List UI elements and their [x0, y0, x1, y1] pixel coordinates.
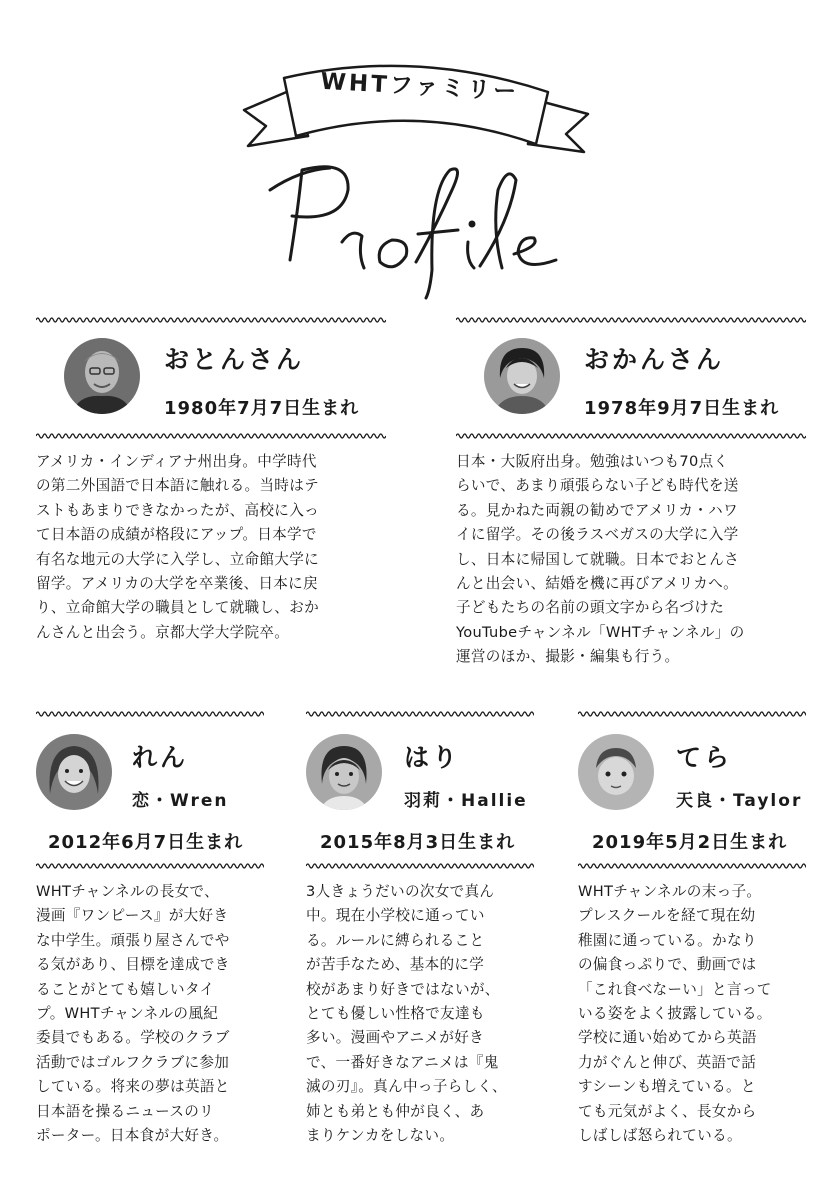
- subname-hallie: 羽莉・Hallie: [404, 791, 528, 811]
- wavy-divider: [306, 862, 534, 870]
- bio-taylor: WHTチャンネルの末っ子。 プレスクールを経て現在幼 稚園に通っている。かなり の偏食っぷりで、動画では 「これ食べなーい」と言って いる姿をよく披露している。 学校に通い始めてから英語 力がぐんと伸び、英語で話 すシーンも増えている。と ても元気がよく、長女から しばしば怒られている。: [578, 883, 772, 1145]
- wavy-divider: [456, 432, 806, 440]
- bio-wren: WHTチャンネルの長女で、 漫画『ワンピース』が大好き な中学生。頑張り屋さんでや る気があり、目標を達成でき ることがとても嬉しいタイ プ。WHTチャンネルの風紀 委員でもある。学校のクラブ 活動ではゴルフクラブに参加 している。将来の夢は英語と 日本語を操るニュースのリ ポーター。日本食が大好き。: [36, 883, 230, 1145]
- birthdate-wren: 2012年6月7日生まれ: [48, 832, 244, 853]
- avatar-okan: [484, 338, 560, 414]
- avatar-hallie: [306, 734, 382, 810]
- subname-wren: 恋・Wren: [132, 791, 229, 811]
- wavy-divider: [36, 710, 264, 718]
- birthdate-hallie: 2015年8月3日生まれ: [320, 832, 516, 853]
- bio-okan: 日本・大阪府出身。勉強はいつも70点く らいで、あまり頑張らない子ども時代を送 る。見かねた両親の勧めでアメリカ・ハワ イに留学。その後ラスベガスの大学に入学 し、日本に帰国して就職。日本でおとんさ んと出会い、結婚を機に再びアメリカへ。 子どもたちの名前の頭文字から名づけた YouTubeチャンネル「WHTチャンネル」の 運営のほか、撮影・編集も行う。: [456, 453, 745, 666]
- avatar-taylor: [578, 734, 654, 810]
- wavy-divider: [36, 432, 386, 440]
- name-wren: れん: [132, 743, 189, 772]
- wavy-divider: [456, 316, 806, 324]
- name-hallie: はり: [404, 743, 461, 772]
- subname-taylor: 天良・Taylor: [676, 791, 803, 811]
- avatar-oton: [64, 338, 140, 414]
- wavy-divider: [36, 862, 264, 870]
- name-okan: おかんさん: [584, 345, 725, 374]
- bio-oton: アメリカ・インディアナ州出身。中学時代 の第二外国語で日本語に触れる。当時はテ ストもあまりできなかったが、高校に入っ て日本語の成績が格段にアップ。日本学で 有名な地元の大学に入学し、立命館大学に 留学。アメリカの大学を卒業後、日本に戻 り、立命館大学の職員として就職し、おか んさんと出会う。京都大学大学院卒。: [36, 453, 319, 641]
- avatar-wren: [36, 734, 112, 810]
- wavy-divider: [578, 710, 806, 718]
- wavy-divider: [306, 710, 534, 718]
- birthdate-oton: 1980年7月7日生まれ: [164, 398, 360, 419]
- birthdate-okan: 1978年9月7日生まれ: [584, 398, 780, 419]
- name-oton: おとんさん: [164, 345, 305, 374]
- birthdate-taylor: 2019年5月2日生まれ: [592, 832, 788, 853]
- banner-title: WHTファミリー: [319, 68, 520, 106]
- name-taylor: てら: [676, 743, 733, 772]
- wavy-divider: [36, 316, 386, 324]
- bio-hallie: 3人きょうだいの次女で真ん 中。現在小学校に通ってい る。ルールに縛られること が苦手なため、基本的に学 校があまり好きではないが、 とても優しい性格で友達も 多い。漫画やアニメが好き で、一番好きなアニメは『鬼 滅の刃』。真ん中っ子らしく、 姉とも弟とも仲が良く、あ まりケンカをしない。: [306, 883, 507, 1145]
- wavy-divider: [578, 862, 806, 870]
